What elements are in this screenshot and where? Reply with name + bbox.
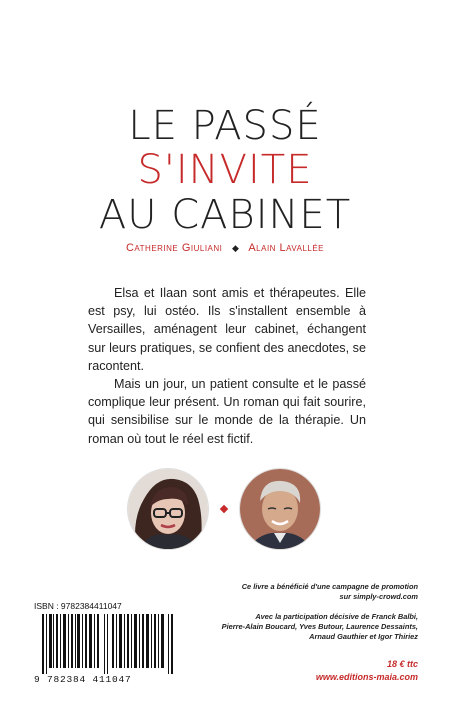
promo-line-5: Arnaud Gauthier et Igor Thiriez xyxy=(309,632,418,641)
barcode-icon xyxy=(42,614,174,674)
promo-line-1: Ce livre a bénéficié d'une campagne de promotion xyxy=(241,582,418,591)
separator-diamond-icon xyxy=(220,505,228,513)
author-2: Alain Lavallée xyxy=(248,242,325,254)
isbn-barcode xyxy=(34,601,180,687)
price: 18 € ttc xyxy=(386,659,418,669)
author-separator: ◆ xyxy=(231,243,240,253)
author-photo-man xyxy=(240,469,320,549)
promo-line-4: Pierre-Alain Boucard, Yves Butour, Laurence Dessaints, xyxy=(221,622,418,631)
publisher-website: www.editions-maia.com xyxy=(315,672,418,682)
title-line-1: LE PASSÉ xyxy=(128,103,322,149)
blurb-paragraph-1: Elsa et Ilaan sont amis et thérapeutes. Elle est psy, lui ostéo. Ils s'installent ensemble à Versailles, aménagent leur cabinet, échangent sur leurs pratiques, se confient des anecdotes, se racontent. xyxy=(88,286,366,373)
promo-line-3: Avec la participation décisive de Franck Balbi, xyxy=(255,612,418,621)
back-cover-blurb xyxy=(88,284,366,448)
promo-participants-text xyxy=(218,612,418,642)
title-line-2: S'INVITE xyxy=(137,147,313,193)
authors xyxy=(0,242,450,254)
author-1: Catherine Giuliani xyxy=(125,242,223,254)
author-photo-woman xyxy=(128,469,208,549)
isbn-label: ISBN : 9782384411047 xyxy=(34,601,122,611)
blurb-paragraph-2: Mais un jour, un patient consulte et le passé complique leur présent. Un roman qui fait sourire, qui sensibilise sur le monde de la thérapie. Un roman où tout le réel est fictif. xyxy=(88,377,366,446)
promo-line-2: sur simply-crowd.com xyxy=(339,592,418,601)
promo-campaign-text xyxy=(218,582,418,602)
title-line-3: AU CABINET xyxy=(98,192,352,238)
barcode-digits: 9 782384 411047 xyxy=(34,674,132,685)
